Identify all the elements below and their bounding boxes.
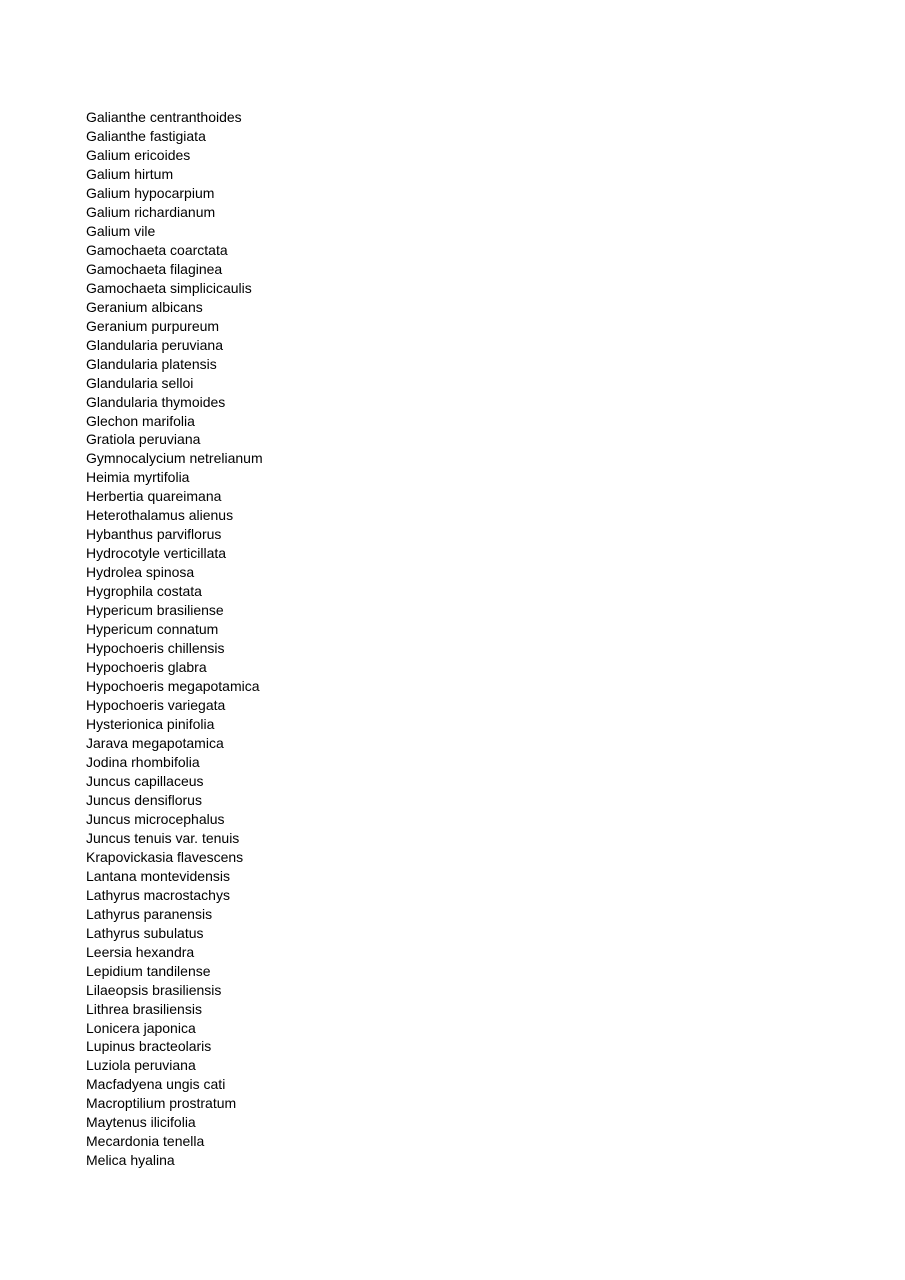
species-list-item: Galium richardianum bbox=[86, 203, 216, 220]
species-list-item: Geranium albicans bbox=[86, 298, 203, 315]
species-list-item: Krapovickasia flavescens bbox=[86, 848, 244, 865]
species-list-item: Lupinus bracteolaris bbox=[86, 1038, 212, 1055]
species-list bbox=[86, 108, 263, 1170]
species-list-item: Galium hypocarpium bbox=[86, 184, 215, 201]
species-list-item: Herbertia quareimana bbox=[86, 488, 222, 505]
species-list-item: Hypochoeris glabra bbox=[86, 659, 207, 676]
species-list-item: Glandularia platensis bbox=[86, 355, 217, 372]
species-list-item: Hydrocotyle verticillata bbox=[86, 545, 227, 562]
species-list-item: Galianthe fastigiata bbox=[86, 127, 206, 144]
species-list-item: Galium vile bbox=[86, 222, 156, 239]
species-list-item: Juncus tenuis var. tenuis bbox=[86, 829, 240, 846]
species-list-item: Juncus densiflorus bbox=[86, 791, 202, 808]
species-list-item: Mecardonia tenella bbox=[86, 1133, 205, 1150]
species-list-item: Gamochaeta simplicicaulis bbox=[86, 279, 252, 296]
species-list-item: Lathyrus macrostachys bbox=[86, 886, 230, 903]
species-list-item: Lithrea brasiliensis bbox=[86, 1000, 202, 1017]
species-list-item: Hypericum brasiliense bbox=[86, 602, 224, 619]
species-list-item: Glandularia selloi bbox=[86, 374, 194, 391]
species-list-item: Jodina rhombifolia bbox=[86, 753, 200, 770]
species-list-item: Macroptilium prostratum bbox=[86, 1095, 237, 1112]
species-list-item: Leersia hexandra bbox=[86, 943, 195, 960]
species-list-item: Hydrolea spinosa bbox=[86, 564, 195, 581]
species-list-item: Geranium purpureum bbox=[86, 317, 220, 334]
species-list-item: Glechon marifolia bbox=[86, 412, 195, 429]
species-list-item: Gamochaeta coarctata bbox=[86, 241, 228, 258]
species-list-item: Galianthe centranthoides bbox=[86, 109, 242, 125]
species-list-item: Luziola peruviana bbox=[86, 1057, 196, 1074]
species-list-item: Gratiola peruviana bbox=[86, 431, 201, 448]
species-list-item: Maytenus ilicifolia bbox=[86, 1114, 196, 1131]
species-list-item: Hypericum connatum bbox=[86, 621, 219, 638]
species-list-item: Heimia myrtifolia bbox=[86, 469, 190, 486]
species-list-item: Glandularia thymoides bbox=[86, 393, 226, 410]
species-list-item: Gamochaeta filaginea bbox=[86, 260, 223, 277]
species-list-item: Lonicera japonica bbox=[86, 1019, 196, 1036]
species-list-item: Galium hirtum bbox=[86, 165, 174, 182]
species-list-item: Lathyrus subulatus bbox=[86, 924, 204, 941]
species-list-item: Lepidium tandilense bbox=[86, 962, 211, 979]
species-list-item: Lilaeopsis brasiliensis bbox=[86, 981, 222, 998]
species-list-item: Hypochoeris megapotamica bbox=[86, 678, 260, 695]
species-list-item: Juncus capillaceus bbox=[86, 772, 204, 789]
species-list-item: Galium ericoides bbox=[86, 146, 191, 163]
species-list-item: Hypochoeris chillensis bbox=[86, 640, 225, 657]
species-list-item: Hysterionica pinifolia bbox=[86, 716, 215, 732]
species-list-item: Lathyrus paranensis bbox=[86, 905, 213, 922]
species-list-item: Heterothalamus alienus bbox=[86, 507, 234, 524]
species-list-item: Juncus microcephalus bbox=[86, 810, 225, 827]
species-list-item: Hypochoeris variegata bbox=[86, 697, 226, 714]
species-list-item: Glandularia peruviana bbox=[86, 336, 223, 353]
species-list-item: Hygrophila costata bbox=[86, 583, 202, 600]
species-list-item: Melica hyalina bbox=[86, 1152, 175, 1169]
species-list-item: Macfadyena ungis cati bbox=[86, 1076, 226, 1093]
species-list-item: Hybanthus parviflorus bbox=[86, 526, 222, 543]
species-list-item: Gymnocalycium netrelianum bbox=[86, 450, 263, 467]
species-list-item: Lantana montevidensis bbox=[86, 867, 230, 884]
species-list-item: Jarava megapotamica bbox=[86, 734, 224, 751]
